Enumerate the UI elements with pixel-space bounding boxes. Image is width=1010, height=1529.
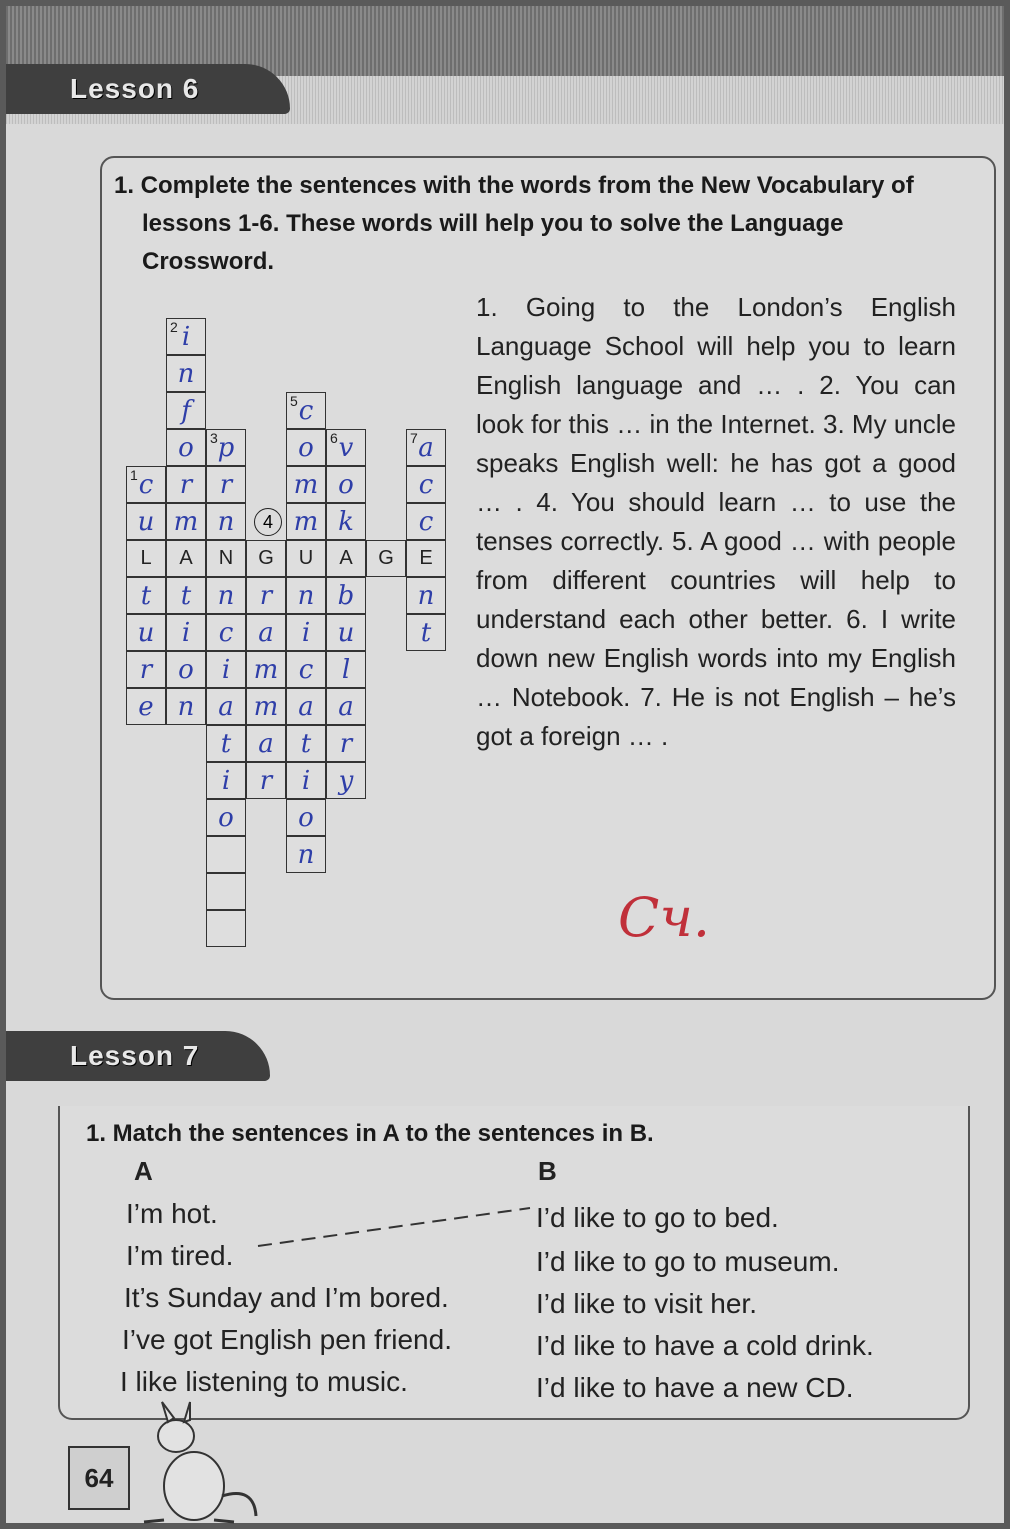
crossword-cell[interactable]: o (286, 799, 326, 836)
lesson-7-tab (6, 1031, 270, 1081)
crossword-cell[interactable]: r (246, 577, 286, 614)
clue-3: 3. My uncle speaks English well: he has got a good … . (476, 409, 956, 517)
sentence-b: I’d like to have a new CD. (536, 1372, 854, 1403)
crossword-cell[interactable]: 2 i (166, 318, 206, 355)
crossword-cell[interactable]: i (286, 762, 326, 799)
exercise-1-title-line-1: 1. Complete the sentences with the words from the New Vocabulary of (114, 172, 914, 199)
crossword-cell[interactable] (206, 910, 246, 947)
crossword-cell[interactable]: o (326, 466, 366, 503)
crossword-cell[interactable]: f (166, 392, 206, 429)
crossword-cell[interactable]: 5 c (286, 392, 326, 429)
crossword-cell[interactable]: i (166, 614, 206, 651)
crossword-cell[interactable]: t (406, 614, 446, 651)
crossword-cell[interactable]: N (206, 540, 246, 577)
clue-2: 2. You can look for this … in the Internet. (476, 370, 956, 439)
crossword-cell[interactable]: U (286, 540, 326, 577)
crossword-cell[interactable]: u (326, 614, 366, 651)
crossword-cell[interactable]: i (206, 762, 246, 799)
crossword-cell[interactable]: a (246, 725, 286, 762)
crossword-cell[interactable]: t (126, 577, 166, 614)
workbook-page (6, 6, 1004, 1523)
crossword-cell[interactable]: L (126, 540, 166, 577)
crossword-cell[interactable]: c (206, 614, 246, 651)
crossword-cell[interactable]: n (206, 503, 246, 540)
exercise-1-title-line-3: Crossword. (142, 248, 275, 275)
sentence-b: I’d like to visit her. (536, 1288, 757, 1319)
crossword-cell[interactable]: t (166, 577, 206, 614)
crossword-cell[interactable] (206, 836, 246, 873)
crossword-cell[interactable]: m (286, 466, 326, 503)
sentence-b: I’d like to go to bed. (536, 1202, 779, 1233)
crossword-cell[interactable]: t (206, 725, 246, 762)
teacher-mark: Сч. (618, 886, 711, 949)
clue-4: 4. You should learn … to use the tenses correctly. (476, 487, 956, 556)
crossword-cell[interactable]: n (286, 577, 326, 614)
match-line (256, 1202, 536, 1252)
crossword-cell[interactable]: y (326, 762, 366, 799)
crossword-cell[interactable]: m (286, 503, 326, 540)
crossword-cell[interactable]: l (326, 651, 366, 688)
crossword-cell[interactable]: m (246, 688, 286, 725)
crossword-cell[interactable]: e (126, 688, 166, 725)
crossword-cell[interactable]: a (286, 688, 326, 725)
crossword-cell[interactable]: o (206, 799, 246, 836)
crossword-cell[interactable]: G (246, 540, 286, 577)
crossword-cell[interactable]: a (206, 688, 246, 725)
crossword-cell[interactable]: r (166, 466, 206, 503)
crossword-cell[interactable]: a (246, 614, 286, 651)
crossword-cell[interactable]: b (326, 577, 366, 614)
crossword-cell[interactable]: A (166, 540, 206, 577)
sentence-a: I like listening to music. (120, 1366, 408, 1397)
crossword-cell[interactable]: t (286, 725, 326, 762)
crossword-cell[interactable]: k (326, 503, 366, 540)
crossword-cell[interactable]: A (326, 540, 366, 577)
crossword-cell[interactable]: c (406, 503, 446, 540)
sentence-a: It’s Sunday and I’m bored. (124, 1282, 449, 1313)
crossword-cell[interactable]: a (326, 688, 366, 725)
crossword-cell[interactable] (206, 873, 246, 910)
sentence-a: I’m hot. (126, 1198, 218, 1229)
crossword-cell[interactable]: i (286, 614, 326, 651)
column-a-header: A (134, 1156, 153, 1186)
crossword-cell[interactable]: 6 v (326, 429, 366, 466)
crossword-cell[interactable]: r (206, 466, 246, 503)
sentence-a: I’ve got English pen friend. (122, 1324, 452, 1355)
clue-4-marker: 4 (254, 508, 282, 536)
crossword-cell[interactable]: n (286, 836, 326, 873)
kangaroo-icon (124, 1396, 264, 1526)
sentence-b: I’d like to go to museum. (536, 1246, 840, 1277)
crossword-cell[interactable]: o (166, 429, 206, 466)
crossword-cell[interactable]: m (166, 503, 206, 540)
crossword-cell[interactable]: o (286, 429, 326, 466)
crossword-cell[interactable]: o (166, 651, 206, 688)
crossword-cell[interactable]: 1 c (126, 466, 166, 503)
crossword-cell[interactable]: n (406, 577, 446, 614)
crossword-cell[interactable]: m (246, 651, 286, 688)
sentence-a: I’m tired. (126, 1240, 234, 1271)
clue-1: 1. Going to the London’s English Language School will help you to learn English language and … . (476, 292, 956, 400)
crossword-cell[interactable]: n (166, 688, 206, 725)
clue-5: 5. A good … with people from different countries will help to understand each other better. (476, 526, 956, 634)
crossword-cell[interactable]: c (286, 651, 326, 688)
page-number: 64 (68, 1446, 130, 1510)
lesson-7-label: Lesson 7 (70, 1040, 200, 1071)
crossword-cell[interactable]: G (366, 540, 406, 577)
crossword-cell[interactable]: E (406, 540, 446, 577)
crossword-cell[interactable]: u (126, 614, 166, 651)
crossword-cell[interactable]: i (206, 651, 246, 688)
sentence-b: I’d like to have a cold drink. (536, 1330, 874, 1361)
crossword-cell[interactable]: 7 a (406, 429, 446, 466)
clue-7: 7. He is not English – he’s got a foreign … . (476, 682, 956, 751)
exercise-1-title-line-2: lessons 1-6. These words will help you to solve the Language (142, 210, 844, 237)
crossword-cell[interactable]: r (246, 762, 286, 799)
clue-6: 6. I write down new English words into my English … Notebook. (476, 604, 956, 712)
crossword-cell[interactable]: c (406, 466, 446, 503)
crossword-cell[interactable]: n (206, 577, 246, 614)
crossword-cell[interactable]: r (326, 725, 366, 762)
crossword-cell[interactable]: u (126, 503, 166, 540)
lesson-7-exercise-title: 1. Match the sentences in A to the sentences in B. (86, 1120, 654, 1147)
crossword-cell[interactable]: 3 p (206, 429, 246, 466)
column-b-header: B (538, 1156, 557, 1186)
lesson-6-tab (6, 64, 290, 114)
crossword-clues (476, 288, 956, 756)
lesson-6-label: Lesson 6 (70, 73, 200, 104)
crossword-cell[interactable]: r (126, 651, 166, 688)
crossword-cell[interactable]: n (166, 355, 206, 392)
